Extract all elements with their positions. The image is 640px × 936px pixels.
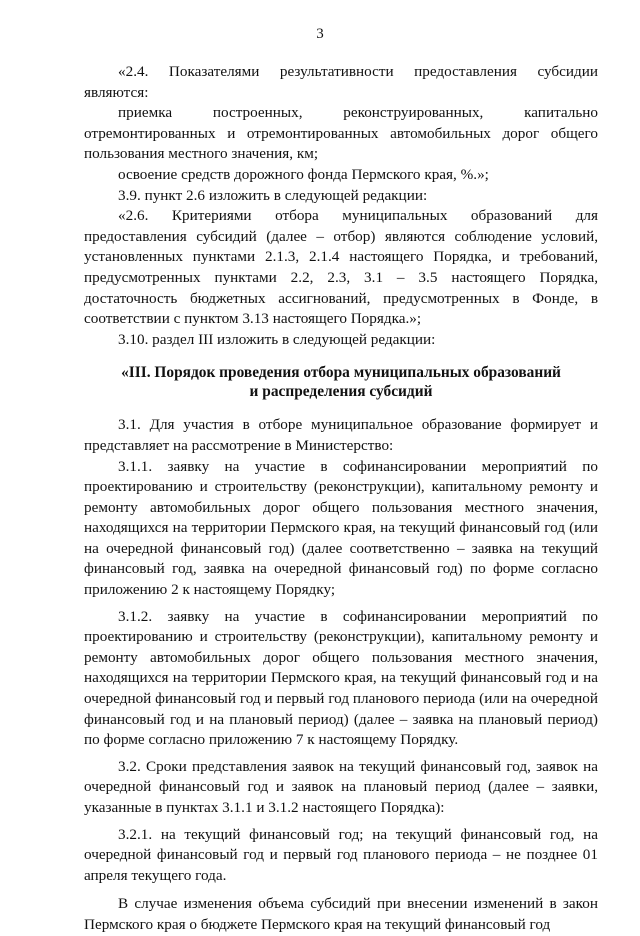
paragraph-3-1: 3.1. Для участия в отборе муниципальное образование формирует и представляет на рассмотрение в Министерство: — [84, 416, 598, 454]
paragraph-2-6: «2.6. Критериями отбора муниципальных образований для предоставления субсидий (далее – отбор) являются соблюдение условий, установленных пунктами 2.1.3, 2.1.4 настоящего Порядка, и требований, предусмотренных пунктами 2.2, 2.3, 3.1 – 3.5 настоящего Порядка, достаточность бюджетных ассигнований, предусмотренных в Фонде, в соответствии с пунктом 3.13 настоящего Порядка.»; — [84, 207, 598, 328]
paragraph-3-2: 3.2. Сроки представления заявок на текущий финансовый год, заявок на очередной финансовый год и заявок на плановый период (далее – заявки, указанные в пунктах 3.1.1 и 3.1.2 настоящего Порядка): — [84, 757, 598, 816]
paragraph-indicator-fund: освоение средств дорожного фонда Пермского края, %.»; — [118, 165, 489, 183]
paragraph-3-1-2: 3.1.2. заявку на участие в софинансировании мероприятий по проектированию и строительству (реконструкции), капитальному ремонту и ремонту автомобильных дорог общего пользования местного значения, находящихся на территории Пермского края, на текущий финансовый год и на очередной финансовый год и первый год планового периода (или на очередной финансовый год и на плановый период) (далее – заявка на плановый период) по форме согласно приложению 7 к настоящему Порядку. — [84, 607, 598, 749]
paragraph-3-10: 3.10. раздел III изложить в следующей редакции: — [118, 330, 436, 348]
document-body — [84, 62, 598, 936]
section-heading — [84, 363, 598, 401]
paragraph-subsidy-change: В случае изменения объема субсидий при внесении изменений в закон Пермского края о бюджете Пермского края на текущий финансовый год — [84, 895, 598, 933]
section-heading-line-1: «III. Порядок проведения отбора муниципальных образований — [121, 364, 561, 382]
paragraph-3-2-1: 3.2.1. на текущий финансовый год; на текущий финансовый год, на очередной финансовый год и первый год планового периода – не позднее 01 апреля текущего года. — [84, 825, 598, 884]
paragraph-indicator-roads: приемка построенных, реконструированных, капитально отремонтированных и отремонтированных автомобильных дорог общего пользования местного значения, км; — [84, 104, 598, 163]
page-number: 3 — [316, 26, 324, 42]
paragraph-3-9: 3.9. пункт 2.6 изложить в следующей редакции: — [118, 186, 428, 204]
section-heading-line-2: и распределения субсидий — [249, 383, 433, 401]
paragraph-3-1-1: 3.1.1. заявку на участие в софинансировании мероприятий по проектированию и строительству (реконструкции), капитальному ремонту и ремонту автомобильных дорог общего пользования местного значения, находящихся на территории Пермского края, на текущий финансовый год (или на очередной финансовый год) (далее соответственно – заявка на текущий финансовый год, заявка на очередной финансовый год) по форме согласно приложению 2 к настоящему Порядку; — [84, 457, 598, 599]
paragraph-2-4: «2.4. Показателями результативности предоставления субсидии являются: — [84, 63, 598, 101]
